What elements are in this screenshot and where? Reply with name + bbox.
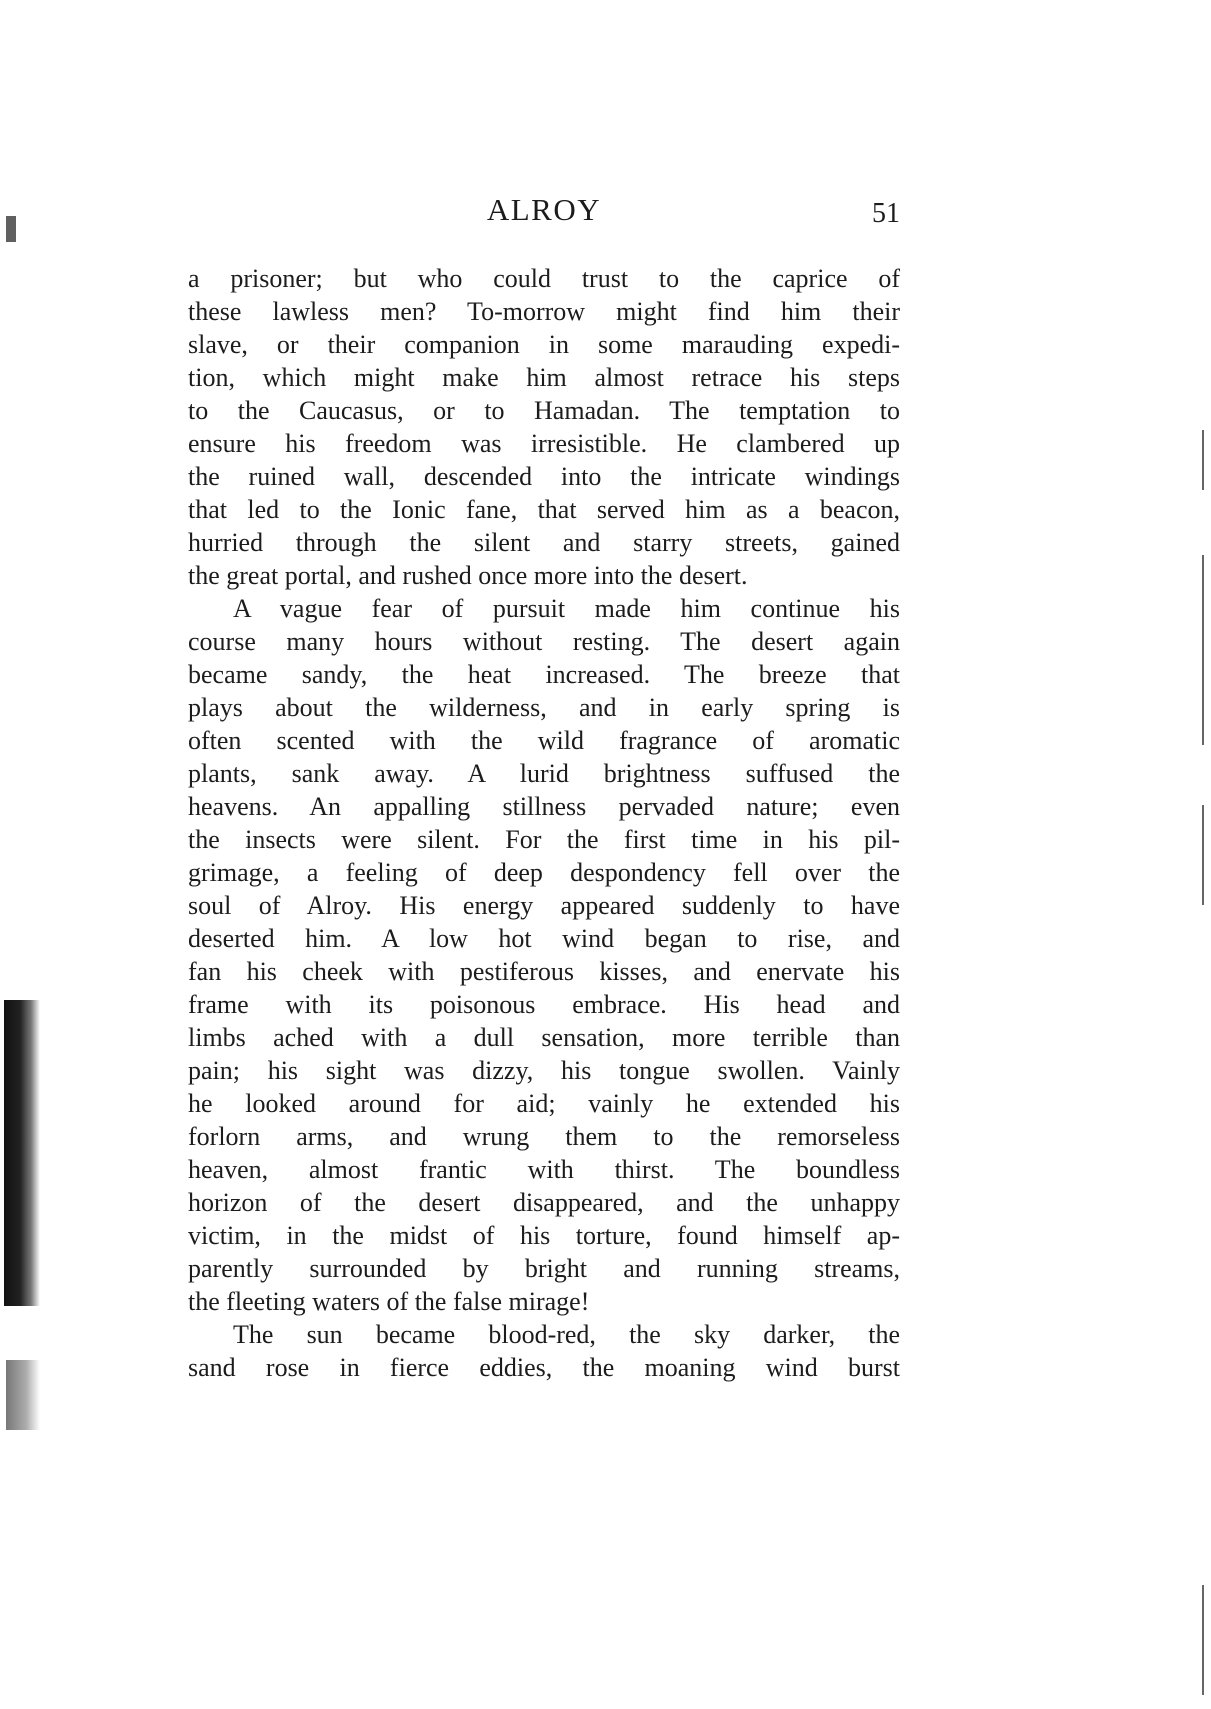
text-line: pain; his sight was dizzy, his tongue swollen. Vainly [188,1056,900,1085]
text-line: parently surrounded by bright and running streams, [188,1254,900,1283]
text-line: the ruined wall, descended into the intricate windings [188,462,900,491]
text-line: deserted him. A low hot wind began to rise, and [188,924,900,953]
running-title: ALROY [486,192,602,227]
page-number: 51 [872,198,900,229]
text-line: limbs ached with a dull sensation, more terrible than [188,1023,900,1052]
text-line: the fleeting waters of the false mirage! [188,1287,590,1316]
text-line: frame with its poisonous embrace. His head and [188,990,900,1019]
text-line: slave, or their companion in some marauding expedi- [188,330,900,359]
scan-margin-mark [1202,555,1204,745]
text-line: ensure his freedom was irresistible. He clambered up [188,429,900,458]
text-line: soul of Alroy. His energy appeared suddenly to have [188,891,900,920]
text-line: he looked around for aid; vainly he extended his [188,1089,900,1118]
text-line: forlorn arms, and wrung them to the remorseless [188,1122,900,1151]
text-line: grimage, a feeling of deep despondency fell over the [188,858,900,887]
scan-edge-shadow [4,1000,40,1306]
text-line: the great portal, and rushed once more into the desert. [188,561,748,590]
text-line: victim, in the midst of his torture, found himself ap- [188,1221,900,1250]
scan-margin-mark [1202,805,1204,905]
scan-margin-mark [1202,430,1204,490]
text-line: to the Caucasus, or to Hamadan. The temptation to [188,396,900,425]
scan-speck [6,216,16,242]
text-line: heaven, almost frantic with thirst. The boundless [188,1155,900,1184]
page-header [188,188,900,236]
text-line: plays about the wilderness, and in early spring is [188,693,900,722]
text-line: heavens. An appalling stillness pervaded nature; even [188,792,900,821]
text-line: fan his cheek with pestiferous kisses, and enervate his [188,957,900,986]
text-line: a prisoner; but who could trust to the caprice of [188,264,900,293]
text-line: tion, which might make him almost retrace his steps [188,363,900,392]
paragraph-start-line: The sun became blood-red, the sky darker, the [233,1320,900,1349]
body-text [188,262,900,1384]
scan-smudge [6,1360,40,1430]
text-line: often scented with the wild fragrance of aromatic [188,726,900,755]
paragraph-start-line: A vague fear of pursuit made him continue his [233,594,900,623]
text-line: hurried through the silent and starry streets, gained [188,528,900,557]
text-line: the insects were silent. For the first time in his pil- [188,825,900,854]
text-line: course many hours without resting. The desert again [188,627,900,656]
scan-margin-mark [1202,1585,1204,1695]
text-line: plants, sank away. A lurid brightness suffused the [188,759,900,788]
text-line: these lawless men? To-morrow might find him their [188,297,900,326]
text-line: that led to the Ionic fane, that served him as a beacon, [188,495,900,524]
text-line: became sandy, the heat increased. The breeze that [188,660,900,689]
text-line: sand rose in fierce eddies, the moaning wind burst [188,1353,900,1382]
text-line: horizon of the desert disappeared, and the unhappy [188,1188,900,1217]
